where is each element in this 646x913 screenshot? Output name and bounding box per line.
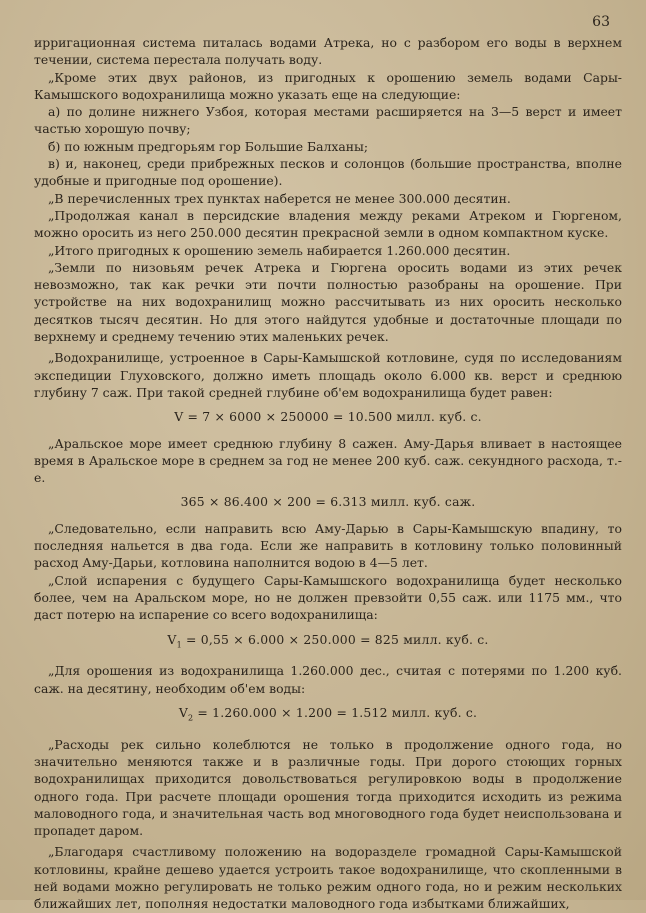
paragraph: „Для орошения из водохранилища 1.260.000 дес., считая с потерями по 1.200 куб. саж. на десятину, необходим об'ем воды: xyxy=(34,663,622,696)
formula-symbol: V xyxy=(178,704,188,720)
page-number: 63 xyxy=(592,14,610,30)
paragraph: ирригационная система питалась водами Атрека, но с разбором его воды в верхнем течении, система перестала получать воду. xyxy=(34,35,622,68)
paragraph: „Земли по низовьям речек Атрека и Гюргена оросить водами из этих речек невозможно, так как речки эти почти полностью разобраны на орошение. При устройстве на них водохранилищ можно рассчитывать из них оросить несколько десятков тысяч десятин. Но для этого найдутся удобные и достаточные площади по верхнему и среднему течению этих маленьких речек. xyxy=(34,259,622,345)
paragraph: „Продолжая канал в персидские владения между реками Атреком и Гюргеном, можно оросить из него 250.000 десятин прекрасной земли в одном компактном куске. xyxy=(34,207,622,241)
paragraph: „Благодаря счастливому положению на водоразделе громадной Сары-Камышской котловины, крайне дешево удается устроить такое водохранилище, что скопленными в ней водами можно регулировать не только режим одного года, но и режим нескольких ближайших лет, пополняя недостатки маловодного года избытками ближайших, xyxy=(34,844,622,912)
formula-subscript: 2 xyxy=(187,713,194,723)
formula-evaporation xyxy=(34,631,622,654)
paragraph: „Кроме этих двух районов, из пригодных к орошению земель водами Сары-Камышского водохранилища можно указать еще на следующие: xyxy=(34,69,622,102)
formula-irrigation-volume xyxy=(34,704,622,727)
paragraph: в) и, наконец, среди прибрежных песков и солонцов (большие пространства, вполне удобные и пригодные под орошение). xyxy=(34,156,622,189)
page-text xyxy=(34,34,622,913)
paragraph: „Слой испарения с будущего Сары-Камышского водохранилища будет несколько более, чем на Аральском море, но не должен превзойти 0,55 саж. или 1175 мм., что даст потерю на испарение со всего водохранилища: xyxy=(34,572,622,623)
paragraph: „Расходы рек сильно колеблются не только в продолжение одного года, но значительно меняются также и в различные годы. При дорого стоющих горных водохранилищах приходится довольствоваться регулировкою воды в продолжение одного года. При расчете площади орошения тогда приходится исходить из режима маловодного года, и значительная часть вод многоводного года будет неиспользована и пропадет даром. xyxy=(34,736,622,839)
paragraph: „В перечисленных трех пунктах наберется не менее 300.000 десятин. xyxy=(48,190,511,206)
paragraph: б) по южным предгорьям гор Большие Балханы; xyxy=(48,138,369,154)
formula-subscript: 1 xyxy=(176,639,182,649)
paragraph: „Аральское море имеет среднюю глубину 8 сажен. Аму-Дарья вливает в настоящее время в Аральское море в среднем за год не менее 200 куб. саж. секундного расхода, т.-е. xyxy=(34,435,622,486)
paragraph: „Водохранилище, устроенное в Сары-Камышской котловине, судя по исследованиям экспедиции Глуховского, должно иметь площадь около 6.000 кв. верст и среднюю глубину 7 саж. При такой средней глубине об'ем водохранилища будет равен: xyxy=(34,350,622,400)
paragraph: „Следовательно, если направить всю Аму-Дарью в Сары-Камышскую впадину, то последняя нальется в два года. Если же направить в котловину только половинный расход Аму-Дарьи, котловина наполнится водою в 4—5 лет. xyxy=(34,520,622,571)
paragraph: а) по долине нижнего Узбоя, которая местами расширяется на 3—5 верст и имеет частью хорошую почву; xyxy=(34,104,622,137)
formula-amu-darya-flow: 365 × 86.400 × 200 = 6.313 милл. куб. саж. xyxy=(180,494,476,510)
paragraph: „Итого пригодных к орошению земель набирается 1.260.000 десятин. xyxy=(48,242,511,258)
formula-volume: V = 7 × 6000 × 250000 = 10.500 милл. куб. с. xyxy=(174,409,482,425)
formula-body: = 0,55 × 6.000 × 250.000 = 825 милл. куб. с. xyxy=(181,631,489,647)
formula-symbol: V xyxy=(167,631,177,647)
formula-body: = 1.260.000 × 1.200 = 1.512 милл. куб. с. xyxy=(193,704,478,720)
